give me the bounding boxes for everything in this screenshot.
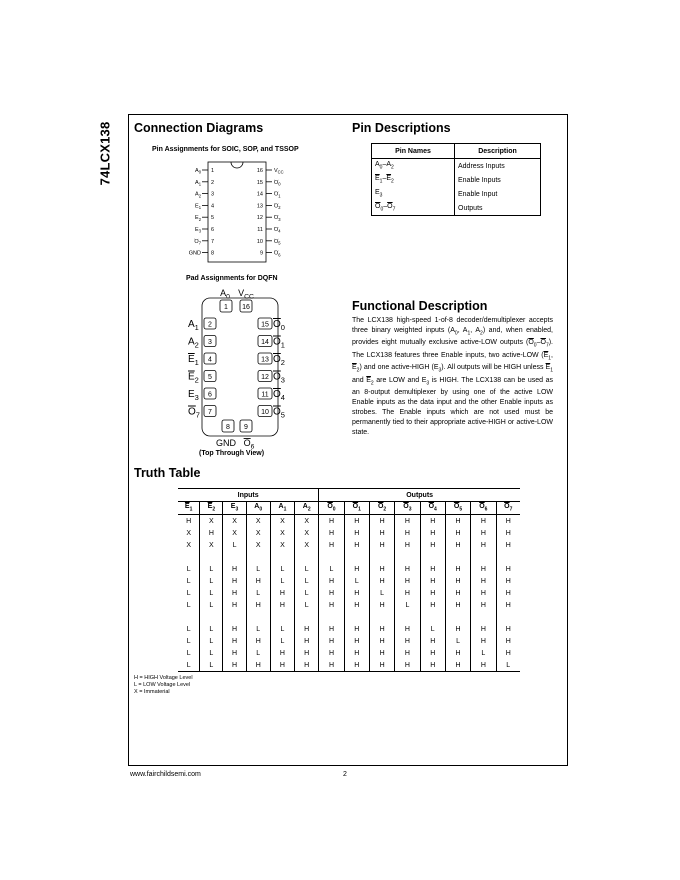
tt-cell: H: [420, 635, 445, 647]
tt-cell: H: [445, 587, 470, 599]
tt-cell: H: [223, 647, 246, 659]
tt-cell: H: [319, 599, 344, 611]
tt-cell: H: [369, 539, 394, 551]
soic-package-diagram: [180, 158, 300, 266]
tt-cell: H: [369, 527, 394, 539]
tt-cell: L: [178, 623, 200, 635]
pd-pin-name: $A_0-A_2$: [372, 159, 455, 174]
tt-cell: H: [344, 539, 369, 551]
tt-cell: H: [270, 599, 294, 611]
tt-cell: H: [223, 659, 246, 672]
soic-pin-number: 3: [211, 191, 215, 198]
dqfn-bottom-label-gnd: GND: [216, 438, 236, 448]
tt-cell: L: [200, 623, 223, 635]
tt-cell: H: [246, 635, 270, 647]
tt-cell: H: [246, 599, 270, 611]
soic-pin-label-e3: $E_3$: [195, 227, 201, 234]
tt-cell: X: [246, 527, 270, 539]
tt-col-a2: $A_2$: [295, 502, 319, 515]
tt-cell: X: [178, 539, 200, 551]
dqfn-pad-number: 12: [261, 374, 269, 381]
soic-pin-label-o6: $O_6$: [274, 250, 281, 258]
legend-l: L = LOW Voltage Level: [134, 682, 191, 688]
dqfn-pad-number: 5: [208, 374, 212, 381]
soic-pin-number: 5: [211, 215, 215, 222]
tt-cell: H: [319, 647, 344, 659]
tt-cell: H: [445, 599, 470, 611]
soic-pin-label-a1: $A_1$: [195, 179, 201, 187]
tt-cell: L: [200, 563, 223, 575]
side-part-number: 74LCX138: [97, 121, 113, 186]
tt-col-o6: $\overline{O}_6$: [471, 502, 496, 515]
tt-cell: H: [344, 563, 369, 575]
tt-cell: H: [270, 647, 294, 659]
legend-x: X = Immaterial: [134, 689, 170, 695]
tt-cell: H: [420, 587, 445, 599]
tt-cell: L: [246, 587, 270, 599]
soic-pin-label-vcc: $V_{CC}$: [274, 168, 284, 175]
tt-cell: X: [295, 527, 319, 539]
tt-cell: L: [246, 623, 270, 635]
tt-cell: H: [395, 539, 420, 551]
tt-cell: H: [445, 659, 470, 672]
tt-cell: H: [420, 563, 445, 575]
tt-cell: H: [223, 599, 246, 611]
tt-cell: L: [369, 587, 394, 599]
dqfn-top-label-vcc: $V_{CC}$: [238, 288, 254, 301]
tt-cell: H: [445, 647, 470, 659]
tt-row: [178, 623, 520, 635]
soic-pin-number: 14: [256, 191, 263, 198]
dqfn-right-label-o4: $O_4$: [273, 389, 285, 402]
tt-cell: H: [246, 575, 270, 587]
tt-cell: H: [471, 515, 496, 528]
soic-pin-label-o5: $O_5$: [274, 238, 281, 246]
tt-row: [178, 539, 520, 551]
tt-cell: X: [295, 539, 319, 551]
tt-cell: H: [445, 575, 470, 587]
legend-h: H = HIGH Voltage Level: [134, 675, 193, 681]
soic-pin-number: 16: [256, 168, 263, 174]
pd-row: [372, 187, 541, 201]
tt-cell: H: [395, 527, 420, 539]
soic-pin-number: 6: [211, 227, 215, 233]
tt-row: [178, 635, 520, 647]
tt-cell: H: [471, 635, 496, 647]
dqfn-pad-number: 8: [226, 424, 230, 431]
tt-cell: L: [246, 563, 270, 575]
pd-header-desc: Description: [455, 144, 541, 159]
tt-cell: H: [319, 587, 344, 599]
tt-cell: H: [295, 635, 319, 647]
tt-cell: H: [319, 623, 344, 635]
tt-cell: H: [445, 623, 470, 635]
dqfn-pad-number: 15: [261, 321, 269, 329]
tt-cell: X: [200, 515, 223, 528]
truth-table: [178, 488, 520, 672]
tt-cell: H: [319, 575, 344, 587]
tt-cell: L: [295, 575, 319, 587]
dqfn-left-label-e3: $E_3$: [188, 389, 199, 402]
tt-cell: H: [505, 529, 511, 537]
tt-cell: H: [369, 575, 394, 587]
tt-cell: L: [270, 575, 294, 587]
dqfn-left-label-e1: $E_1$: [188, 354, 199, 367]
tt-cell: X: [223, 527, 246, 539]
tt-cell: H: [420, 575, 445, 587]
tt-cell: H: [420, 647, 445, 659]
dqfn-right-label-o3: $O_3$: [273, 371, 285, 385]
tt-col-a1: $A_1$: [270, 502, 294, 515]
tt-cell: L: [295, 587, 319, 599]
tt-cell: H: [505, 589, 511, 597]
tt-cell: H: [223, 587, 246, 599]
soic-pin-number: 12: [256, 215, 263, 222]
tt-cell: L: [223, 539, 246, 551]
pd-pin-name: $\overline{E}_1-\overline{E}_2$: [372, 173, 455, 187]
tt-cell: H: [420, 659, 445, 672]
tt-cell: H: [395, 575, 420, 587]
tt-cell: H: [319, 515, 344, 528]
soic-pin-number: 15: [256, 179, 263, 186]
tt-cell: L: [200, 659, 223, 672]
dqfn-right-label-o2: $O_2$: [273, 354, 285, 367]
tt-cell: H: [445, 563, 470, 575]
tt-cell: H: [395, 515, 420, 528]
tt-cell: X: [200, 539, 223, 551]
tt-cell: X: [270, 527, 294, 539]
soic-pin-number: 13: [256, 203, 263, 210]
soic-pin-number: 10: [256, 238, 263, 245]
tt-cell: L: [200, 635, 223, 647]
tt-cell: H: [445, 515, 470, 528]
tt-cell: H: [471, 623, 496, 635]
tt-cell: H: [471, 575, 496, 587]
dqfn-left-label-o7: $O_7$: [188, 406, 200, 420]
tt-cell: H: [395, 563, 420, 575]
tt-col-o0: $\overline{O}_0$: [319, 502, 344, 515]
tt-cell: H: [505, 601, 511, 609]
pd-row: [372, 201, 541, 216]
tt-cell: L: [445, 635, 470, 647]
soic-pin-number: 9: [259, 250, 263, 257]
soic-pin-number: 1: [211, 168, 215, 174]
soic-pin-label-a0: $A_0$: [195, 168, 201, 175]
tt-cell: L: [344, 575, 369, 587]
tt-cell: H: [319, 659, 344, 672]
tt-cell: L: [420, 623, 445, 635]
tt-cell: L: [319, 563, 344, 575]
tt-cell: H: [223, 575, 246, 587]
tt-cell: H: [295, 623, 319, 635]
tt-cell: H: [319, 635, 344, 647]
tt-cell: H: [319, 539, 344, 551]
dqfn-pad-number: 14: [261, 339, 269, 346]
tt-cell: X: [270, 515, 294, 528]
tt-cell: L: [295, 563, 319, 575]
soic-pin-label-o1: $O_1$: [274, 191, 281, 199]
pd-header-names: Pin Names: [372, 144, 455, 159]
tt-col-o3: $\overline{O}_3$: [395, 502, 420, 515]
pd-pin-description: Enable Input: [455, 187, 541, 201]
tt-cell: H: [270, 587, 294, 599]
tt-cell: X: [223, 515, 246, 528]
soic-pin-label-e1: $E_1$: [195, 203, 201, 211]
soic-pin-label-o7: $O_7$: [194, 238, 201, 246]
truth-table-legend: [134, 675, 193, 696]
tt-row: [178, 575, 520, 587]
tt-cell: H: [505, 649, 511, 657]
tt-row: [178, 527, 520, 539]
pin-descriptions-title: Pin Descriptions: [352, 121, 451, 135]
tt-cell: H: [471, 527, 496, 539]
tt-cell: H: [344, 635, 369, 647]
tt-cell: L: [471, 647, 496, 659]
tt-cell: L: [200, 575, 223, 587]
tt-cell: X: [246, 539, 270, 551]
tt-col-o2: $\overline{O}_2$: [369, 502, 394, 515]
soic-pin-number: 7: [211, 238, 215, 245]
tt-cell: H: [471, 563, 496, 575]
tt-cell: H: [395, 635, 420, 647]
tt-cell: H: [344, 515, 369, 528]
tt-cell: L: [270, 623, 294, 635]
tt-cell: H: [270, 659, 294, 672]
tt-cell: H: [369, 659, 394, 672]
tt-col-o4: $\overline{O}_4$: [420, 502, 445, 515]
dqfn-pad-number: 3: [208, 339, 212, 346]
tt-cell: H: [344, 599, 369, 611]
truth-table-title: Truth Table: [134, 466, 201, 480]
tt-cell: H: [395, 587, 420, 599]
soic-caption: Pin Assignments for SOIC, SOP, and TSSOP: [152, 146, 299, 153]
dqfn-left-label-a1: $A_1$: [188, 319, 199, 332]
pd-pin-description: Outputs: [455, 201, 541, 216]
tt-cell: L: [295, 599, 319, 611]
tt-cell: H: [344, 587, 369, 599]
functional-description-text: The LCX138 high-speed 1-of-8 decoder/demultiplexer accepts three binary weighted inputs ($A_0$, $A_1$, $A_2$) and, when enabled, provides eight mutually exclusive active-LOW outputs $(\overline{O}_0-\overline{O}_7)$. The LCX138 features three Enable inputs, two active-LOW ($\overline{E}_1$, $\overline{E}_2$) and one active-HIGH $(E_3)$. All outputs will be HIGH unless $\overline{E}_1$ and $\overline{E}_2$ are LOW and $E_3$ is HIGH. The LCX138 can be used as an 8-output demultiplexer by using one of the active LOW Enable inputs as the data input and the other Enable inputs as strobes. The Enable inputs which are not used must be permanently tied to their appropriate active-HIGH or active-LOW state.: [352, 317, 553, 436]
tt-cell: X: [178, 527, 200, 539]
tt-cell: X: [246, 515, 270, 528]
tt-cell: H: [319, 527, 344, 539]
tt-cell: H: [369, 635, 394, 647]
tt-cell: L: [178, 647, 200, 659]
soic-pin-label-e2: $E_2$: [195, 215, 201, 222]
tt-cell: H: [344, 659, 369, 672]
soic-pin-number: 11: [257, 227, 263, 233]
pd-pin-description: Enable Inputs: [455, 173, 541, 187]
tt-cell: H: [471, 539, 496, 551]
tt-cell: L: [178, 575, 200, 587]
dqfn-top-label-a0: $A_0$: [220, 288, 230, 301]
tt-cell: H: [395, 647, 420, 659]
footer-url[interactable]: www.fairchildsemi.com: [130, 771, 201, 778]
pd-row: [372, 173, 541, 187]
tt-cell: H: [178, 515, 200, 528]
dqfn-bottom-label-o6: $O_6$: [243, 438, 255, 451]
dqfn-right-label-o1: $O_1$: [273, 336, 285, 350]
tt-col-o7: $\overline{O}_7$: [504, 503, 513, 513]
soic-pin-label-gnd: GND: [188, 250, 201, 257]
tt-cell: H: [200, 527, 223, 539]
tt-cell: X: [270, 539, 294, 551]
tt-cell: X: [295, 515, 319, 528]
dqfn-pad-number: 7: [208, 409, 212, 416]
tt-cell: H: [246, 659, 270, 672]
tt-cell: H: [369, 647, 394, 659]
tt-cell: L: [270, 635, 294, 647]
tt-cell: H: [505, 625, 511, 633]
soic-pin-number: 8: [211, 250, 215, 257]
tt-cell: L: [395, 599, 420, 611]
tt-cell: H: [505, 541, 511, 549]
tt-col-a0: $A_0$: [246, 502, 270, 515]
tt-cell: L: [178, 659, 200, 672]
tt-col-o1: $\overline{O}_1$: [344, 502, 369, 515]
dqfn-pad-number: 2: [208, 321, 212, 329]
tt-col-o5: $\overline{O}_5$: [445, 502, 470, 515]
tt-row: [178, 599, 520, 611]
tt-cell: H: [369, 515, 394, 528]
tt-cell: L: [200, 599, 223, 611]
soic-pin-label-o3: $O_3$: [274, 215, 281, 222]
dqfn-view-caption: (Top Through View): [199, 450, 265, 457]
pd-row: [372, 159, 541, 174]
tt-cell: H: [223, 563, 246, 575]
dqfn-pad-number: 1: [224, 304, 228, 311]
dqfn-pad-number: 11: [261, 391, 269, 399]
tt-cell: H: [471, 659, 496, 672]
tt-cell: H: [471, 587, 496, 599]
tt-cell: H: [344, 647, 369, 659]
pd-pin-name: $E_3$: [372, 187, 455, 201]
soic-pin-label-o4: $O_4$: [274, 227, 281, 234]
tt-group-outputs: Outputs: [319, 489, 520, 502]
tt-cell: H: [295, 647, 319, 659]
tt-cell: H: [420, 599, 445, 611]
tt-col-e1: $\overline{E}_1$: [178, 502, 200, 515]
tt-cell: H: [223, 623, 246, 635]
tt-cell: L: [178, 563, 200, 575]
functional-description-title: Functional Description: [352, 299, 488, 313]
tt-cell: L: [200, 647, 223, 659]
tt-cell: H: [420, 515, 445, 528]
dqfn-pad-number: 4: [208, 356, 212, 364]
tt-cell: H: [395, 623, 420, 635]
dqfn-pad-number: 10: [261, 409, 269, 416]
dqfn-pad-number: 6: [208, 391, 212, 399]
tt-cell: H: [505, 577, 511, 585]
tt-col-e2: $\overline{E}_2$: [200, 502, 223, 515]
soic-pin-label-a2: $A_2$: [195, 191, 201, 199]
dqfn-left-label-a2: $A_2$: [188, 336, 199, 350]
dqfn-right-label-o0: $O_0$: [273, 319, 285, 332]
tt-cell: H: [505, 565, 511, 573]
tt-cell: H: [471, 599, 496, 611]
soic-pin-number: 2: [211, 179, 215, 186]
tt-cell: L: [270, 563, 294, 575]
dqfn-left-label-e2: $E_2$: [188, 371, 199, 385]
tt-row: [178, 647, 520, 659]
tt-cell: H: [420, 539, 445, 551]
tt-cell: L: [178, 587, 200, 599]
tt-cell: H: [445, 539, 470, 551]
tt-row: [178, 587, 520, 599]
footer-page-number: 2: [343, 771, 347, 778]
tt-group-inputs: Inputs: [178, 489, 319, 502]
dqfn-package-diagram: [180, 284, 300, 454]
tt-row: [178, 515, 520, 528]
tt-cell: H: [369, 599, 394, 611]
tt-cell: H: [505, 517, 511, 525]
soic-pin-number: 4: [211, 203, 215, 210]
tt-cell: H: [505, 637, 511, 645]
tt-cell: H: [295, 659, 319, 672]
connection-diagrams-title: Connection Diagrams: [134, 121, 264, 135]
dqfn-right-label-o5: $O_5$: [273, 406, 285, 420]
dqfn-pad-number: 9: [244, 424, 248, 431]
tt-cell: H: [395, 659, 420, 672]
soic-pin-label-o0: $O_0$: [274, 179, 281, 187]
dqfn-caption: Pad Assignments for DQFN: [186, 275, 278, 282]
soic-pin-label-o2: $O_2$: [274, 203, 281, 211]
tt-cell: H: [223, 635, 246, 647]
pd-pin-name: $\overline{O}_0-\overline{O}_7$: [372, 201, 455, 216]
tt-col-e3: $E_3$: [223, 502, 246, 515]
tt-row: [178, 563, 520, 575]
pin-descriptions-table: [371, 143, 541, 216]
pd-pin-description: Address Inputs: [455, 159, 541, 174]
dqfn-pad-number: 16: [242, 304, 250, 311]
tt-cell: L: [178, 599, 200, 611]
tt-cell: H: [369, 623, 394, 635]
tt-cell: L: [246, 647, 270, 659]
tt-row: [178, 659, 520, 672]
tt-cell: H: [344, 527, 369, 539]
tt-cell: H: [445, 527, 470, 539]
tt-cell: H: [420, 527, 445, 539]
tt-cell: L: [506, 661, 511, 669]
tt-cell: H: [344, 623, 369, 635]
dqfn-pad-number: 13: [261, 356, 269, 364]
tt-cell: H: [369, 563, 394, 575]
tt-cell: L: [178, 635, 200, 647]
tt-cell: L: [200, 587, 223, 599]
